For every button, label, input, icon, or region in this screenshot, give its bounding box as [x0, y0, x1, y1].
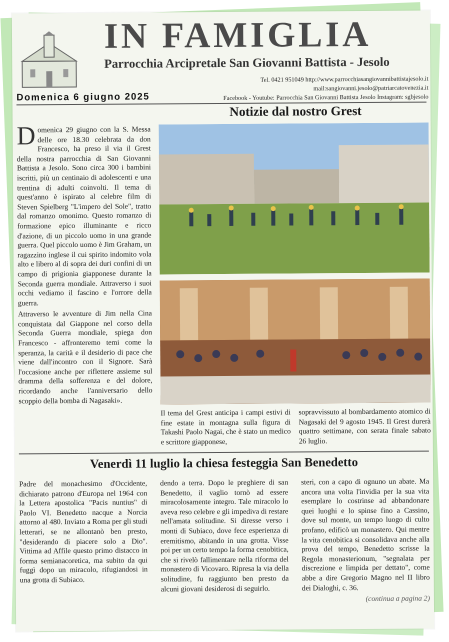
- contact-block: [222, 75, 428, 103]
- article-text: omenica 29 giugno con la S. Messa delle ore 18.30 celebrata da don Francesco, ha preso il via il Grest della nostra parrocchia di San Giovanni Battista a Jesolo. Sono circa 300 i bambini iscritti, più un centinaio di adolescenti e una trentina di adulti coinvolti. Il tema di quest'anno è ispirato al celebre film di Steven Spielberg "L'impero del Sole", tratto dal romanzo omonimo. Questo romanzo di formazione epico illuminante e ricco d'azione, di un piccolo uomo in una grande guerra. Quel piccolo uomo è Jim Graham, un ragazzino inglese il cui spirito indomito vola alto e libero al di sopra dei duri confini di un campo di prigionia giapponese durante la Seconda guerra mondiale. Attraverso i suoi occhi vediamo il fascino e l'orrore della guerra.: [16, 124, 152, 308]
- drop-cap: D: [16, 121, 36, 151]
- article-text: Attraverso le avventure di Jim nella Cina conquistata dal Giappone nel corso della Seconda Guerra mondiale, spiega don Francesco - affronteremo temi come la speranza, la carità e il desiderio di pace che viene dall'incontro con il Signore. Sarà l'occasione anche per riflettere assieme sul dramma della sofferenza e del dolore, ricordando anche l'anniversario dello scoppio della bomba di Nagasaki».: [17, 308, 153, 406]
- article-column: [16, 121, 153, 406]
- contact-phone-web: Tel. 0421 951049 http://www.parrocchiasangiovannibattistajesolo.it: [260, 75, 429, 84]
- grest-field-photo: [159, 123, 430, 275]
- contact-social: Facebook - Youtube: Parrocchia San Giovanni Battista Jesolo Instagram: sgbjesolo: [223, 93, 429, 102]
- continued-note: (continua a pagina 2): [365, 593, 430, 604]
- article-column: sopravvissuto al bombardamento atomico di Nagasaki del 9 agosto 1945. Il Grest durerà quattro settimane, con serata finale sabato 26 luglio.: [298, 406, 431, 446]
- article-title: Notizie dal nostro Grest: [229, 103, 362, 119]
- article-column: dendo a terra. Dopo le preghiere di san Benedetto, il vaglio tornò ad essere miracolosamente integro. Tale miracolo lo aveva reso celebre e gli impediva di restare nell'amata solitudine. Si diresse verso i monti di Subiaco, dove fece esperienza di eremitismo, abitando in una grotta. Visse poi per un certo tempo la forma cenobitica, che si rivelò fallimentare nella riforma del monastero di Vicovaro. Ripresa la via della solitudine, fu raggiunto ben presto da alcuni giovani desiderosi di seguirlo.: [160, 477, 289, 593]
- masthead-title: IN FAMIGLIA: [103, 13, 372, 56]
- article-text: steri, con a capo di ognuno un abate. Ma ancora una volta l'invidia per la sua vita esemplare lo costrinse ad abbandonare quei luoghi e lo spinse fino a Cassino, dove sul monte, un tempo luogo di culto profano, edificò un monastero. Qui mentre la vita cenobitica si consolidava anche alla prova del tempo, Benedetto scrisse la Regola monasterionum, "segnalata per discrezione e limpida per dettato", come abbe a dire Gregorio Magno nel II libro dei Dialoghi, c. 36.: [301, 476, 430, 592]
- issue-date: Domenica 6 giugno 2025: [16, 91, 150, 104]
- contact-email: mail:sangiovanni.jesolo@patriarcatovenezia.it: [313, 84, 429, 93]
- grest-church-photo: [160, 279, 431, 405]
- article-title: Venerdì 11 luglio la chiesa festeggia San Benedetto: [89, 455, 359, 471]
- article-column: [301, 477, 430, 605]
- article-column: Il tema del Grest anticipa i campi estivi di fine estate in montagna sulla figura di Takashi Paolo Nagai, che è stato un medico e scrittore giapponese,: [160, 407, 291, 447]
- newsletter-page: [12, 11, 434, 632]
- church-logo-icon: [18, 31, 80, 91]
- section-divider: [19, 451, 429, 455]
- article-column: Padre del monachesimo d'Occidente, dichiarato patrono d'Europa nel 1964 con la Lettera apostolica "Pacis nuntius" di Paolo VI. Benedetto nacque a Norcia attorno al 480. Inviato a Roma per gli studi letterari, se ne allontanò ben presto, "desiderando di piacere solo a Dio". Vittima ad Affile questo primo distacco in forma semianacoretica, ma subito da qui fuggì dopo un miracolo, rifugiandosi in una grotta di Subiaco.: [19, 478, 148, 585]
- parish-subtitle: Parrocchia Arcipretale San Giovanni Battista - Jesolo: [104, 54, 390, 71]
